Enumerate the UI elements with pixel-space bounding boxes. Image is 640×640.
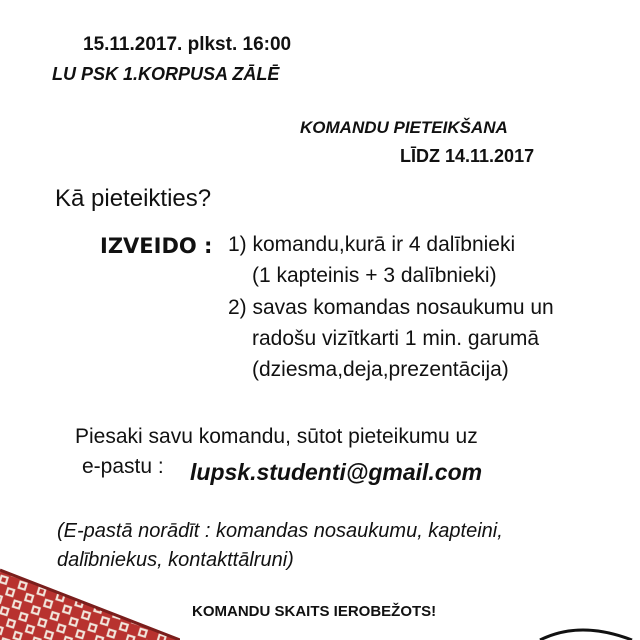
event-location: LU PSK 1.KORPUSA ZĀLĒ: [52, 64, 280, 84]
registration-title: KOMANDU PIETEIKŠANA: [300, 118, 508, 137]
email-label: e-pastu :: [82, 455, 164, 478]
corner-circle-decoration: [520, 620, 640, 640]
instruction-line-3: 2) savas komandas nosaukumu un: [228, 296, 554, 319]
event-datetime: 15.11.2017. plkst. 16:00: [83, 34, 292, 55]
instruction-line-1: 1) komandu,kurā ir 4 dalībnieki: [228, 233, 516, 256]
apply-text: Piesaki savu komandu, sūtot pieteikumu uz: [75, 425, 478, 448]
how-to-apply-heading: Kā pieteikties?: [55, 185, 212, 212]
instruction-line-4: radošu vizītkarti 1 min. garumā: [252, 327, 540, 350]
folk-ornament-pattern: [0, 558, 180, 640]
contact-email[interactable]: lupsk.studenti@gmail.com: [190, 459, 483, 485]
create-label: IZVEIDO :: [100, 234, 213, 258]
registration-deadline: LĪDZ 14.11.2017: [400, 146, 535, 166]
instruction-line-5: (dziesma,deja,prezentācija): [252, 358, 509, 381]
note-line-2: dalībniekus, kontakttālruni): [57, 549, 294, 571]
instruction-line-2: (1 kapteinis + 3 dalībnieki): [252, 264, 497, 287]
team-limit-notice: KOMANDU SKAITS IEROBEŽOTS!: [192, 603, 437, 620]
note-line-1: (E-pastā norādīt : komandas nosaukumu, kapteini,: [57, 520, 503, 542]
